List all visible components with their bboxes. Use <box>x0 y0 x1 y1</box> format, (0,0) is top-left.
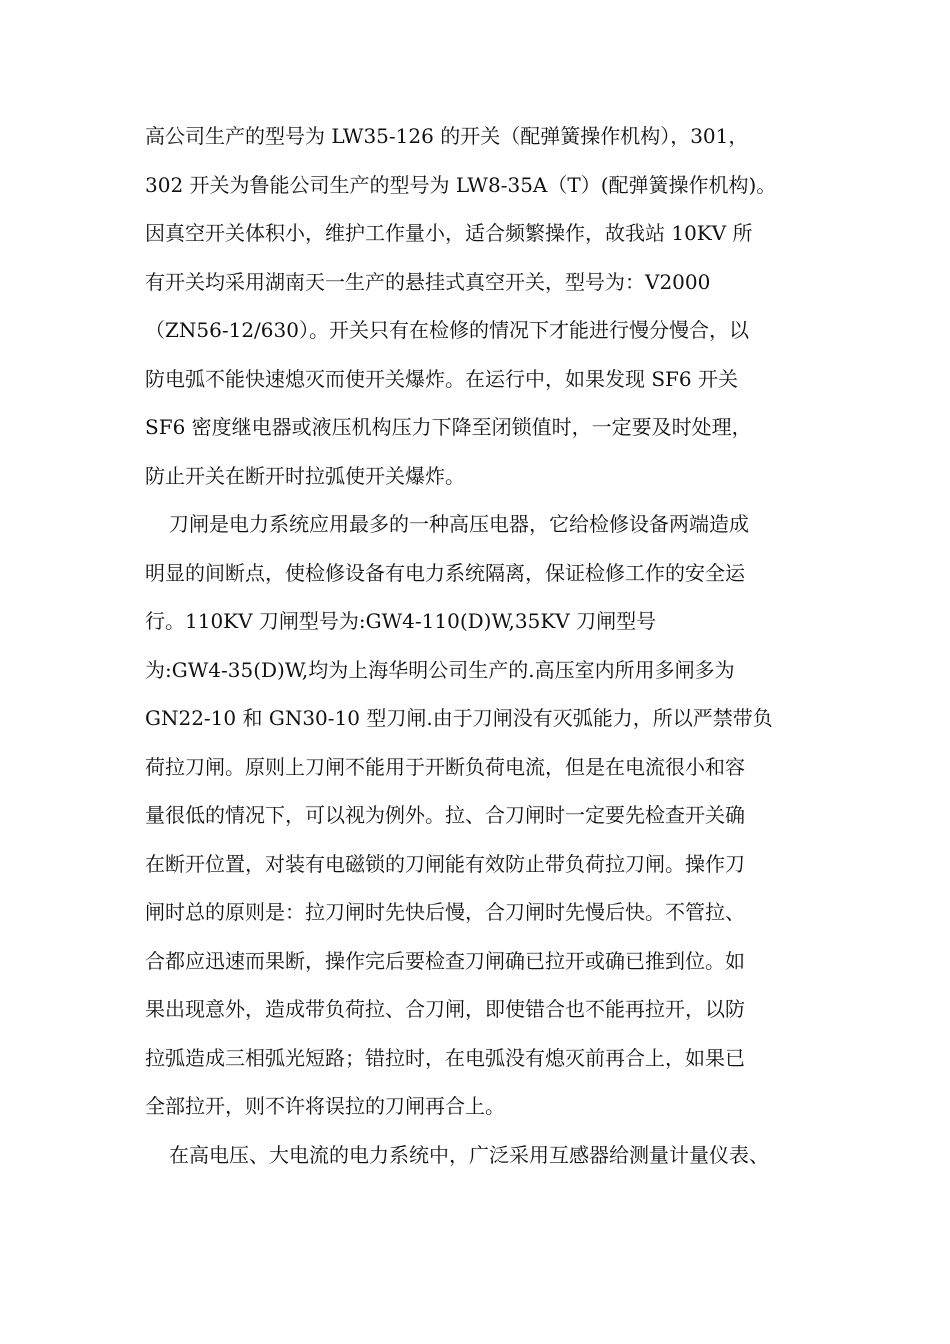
text-line: 高公司生产的型号为 LW35-126 的开关（配弹簧操作机构），301， <box>145 124 749 148</box>
text-line: 合都应迅速而果断，操作完后要检查刀闸确已拉开或确已推到位。如 <box>145 948 745 973</box>
text-line: （ZN56-12/630）。开关只有在检修的情况下才能进行慢分慢合，以 <box>145 318 749 342</box>
text-line: 果出现意外，造成带负荷拉、合刀闸，即使错合也不能再拉开，以防 <box>145 997 745 1021</box>
text-line: 防电弧不能快速熄灭而使开关爆炸。在运行中，如果发现 SF6 开关 <box>145 366 739 391</box>
text-line: 闸时总的原则是：拉刀闸时先快后慢，合刀闸时先慢后快。不管拉、 <box>145 900 745 924</box>
text-line: 量很低的情况下，可以视为例外。拉、合刀闸时一定要先检查开关确 <box>145 803 745 827</box>
text-line: 在高电压、大电流的电力系统中，广泛采用互感器给测量计量仪表、 <box>169 1142 769 1167</box>
text-line: 因真空开关体积小，维护工作量小，适合频繁操作，故我站 10KV 所 <box>145 221 753 245</box>
text-line: 在断开位置，对装有电磁锁的刀闸能有效防止带负荷拉刀闸。操作刀 <box>145 851 745 876</box>
text-line: 拉弧造成三相弧光短路；错拉时，在电弧没有熄灭前再合上，如果已 <box>145 1045 745 1070</box>
text-line: 明显的间断点，使检修设备有电力系统隔离，保证检修工作的安全运 <box>145 560 745 585</box>
document-body <box>145 112 815 1179</box>
text-line: 为:GW4-35(D)W,均为上海华明公司生产的.高压室内所用多闸多为 <box>145 657 735 682</box>
text-line: SF6 密度继电器或液压机构压力下降至闭锁值时，一定要及时处理， <box>145 415 752 439</box>
text-line: 行。110KV 刀闸型号为:GW4-110(D)W,35KV 刀闸型号 <box>145 609 657 633</box>
text-line: 荷拉刀闸。原则上刀闸不能用于开断负荷电流，但是在电流很小和容 <box>145 754 745 779</box>
text-line: 有开关均采用湖南天一生产的悬挂式真空开关，型号为：V2000 <box>145 269 711 294</box>
text-line: GN22-10 和 GN30-10 型刀闸.由于刀闸没有灭弧能力，所以严禁带负 <box>145 706 773 730</box>
text-line: 防止开关在断开时拉弧使开关爆炸。 <box>145 463 465 488</box>
text-line: 全部拉开，则不许将误拉的刀闸再合上。 <box>145 1094 505 1118</box>
text-line: 302 开关为鲁能公司生产的型号为 LW8-35A（T）(配弹簧操作机构)。 <box>145 172 777 197</box>
text-line: 刀闸是电力系统应用最多的一种高压电器，它给检修设备两端造成 <box>169 512 749 536</box>
